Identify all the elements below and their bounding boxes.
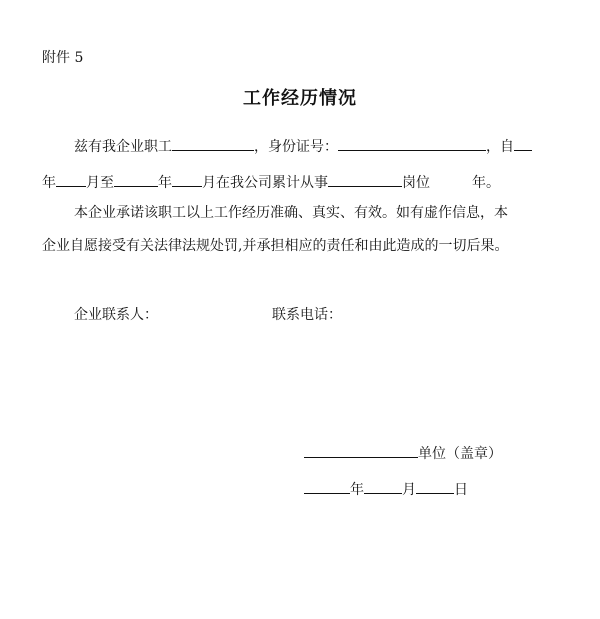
page-title: 工作经历情况 xyxy=(243,88,357,109)
unit-seal-label: 单位（盖章） xyxy=(418,446,502,462)
sign-year-label: 年 xyxy=(350,482,364,498)
employee-label: 兹有我企业职工 xyxy=(74,139,172,155)
id-number-label: ，身份证号： xyxy=(254,139,338,155)
unit-name-blank[interactable] xyxy=(304,444,418,458)
start-month-blank[interactable] xyxy=(56,173,86,187)
sign-year-blank[interactable] xyxy=(304,480,350,494)
paragraph1-line1 xyxy=(74,137,532,156)
end-year-blank[interactable] xyxy=(114,173,158,187)
attachment-label: 附件 5 xyxy=(42,50,84,66)
contact-phone-label: 联系电话： xyxy=(272,307,342,323)
employee-name-blank[interactable] xyxy=(172,137,254,151)
engaged-in-label: 月在我公司累计从事 xyxy=(202,175,328,191)
commitment-line1: 本企业承诺该职工以上工作经历准确、真实、有效。如有虚作信息，本 xyxy=(74,205,508,221)
commitment-line2: 企业自愿接受有关法律法规处罚,并承担相应的责任和由此造成的一切后果。 xyxy=(42,238,509,254)
year-label-1: 年 xyxy=(42,175,56,191)
sign-day-blank[interactable] xyxy=(416,480,454,494)
years-label: 年。 xyxy=(472,175,500,191)
end-month-blank[interactable] xyxy=(172,173,202,187)
contact-person-label: 企业联系人： xyxy=(74,307,158,323)
unit-seal-line xyxy=(304,444,502,463)
sign-month-label: 月 xyxy=(402,482,416,498)
date-line xyxy=(304,480,468,499)
paragraph1-line2 xyxy=(42,173,500,192)
position-blank[interactable] xyxy=(328,173,402,187)
id-number-blank[interactable] xyxy=(338,137,486,151)
sign-day-label: 日 xyxy=(454,482,468,498)
from-label: ，自 xyxy=(486,139,514,155)
start-year-blank[interactable] xyxy=(514,137,532,151)
month-to-label: 月至 xyxy=(86,175,114,191)
sign-month-blank[interactable] xyxy=(364,480,402,494)
position-label: 岗位 xyxy=(402,175,430,191)
year-label-2: 年 xyxy=(158,175,172,191)
